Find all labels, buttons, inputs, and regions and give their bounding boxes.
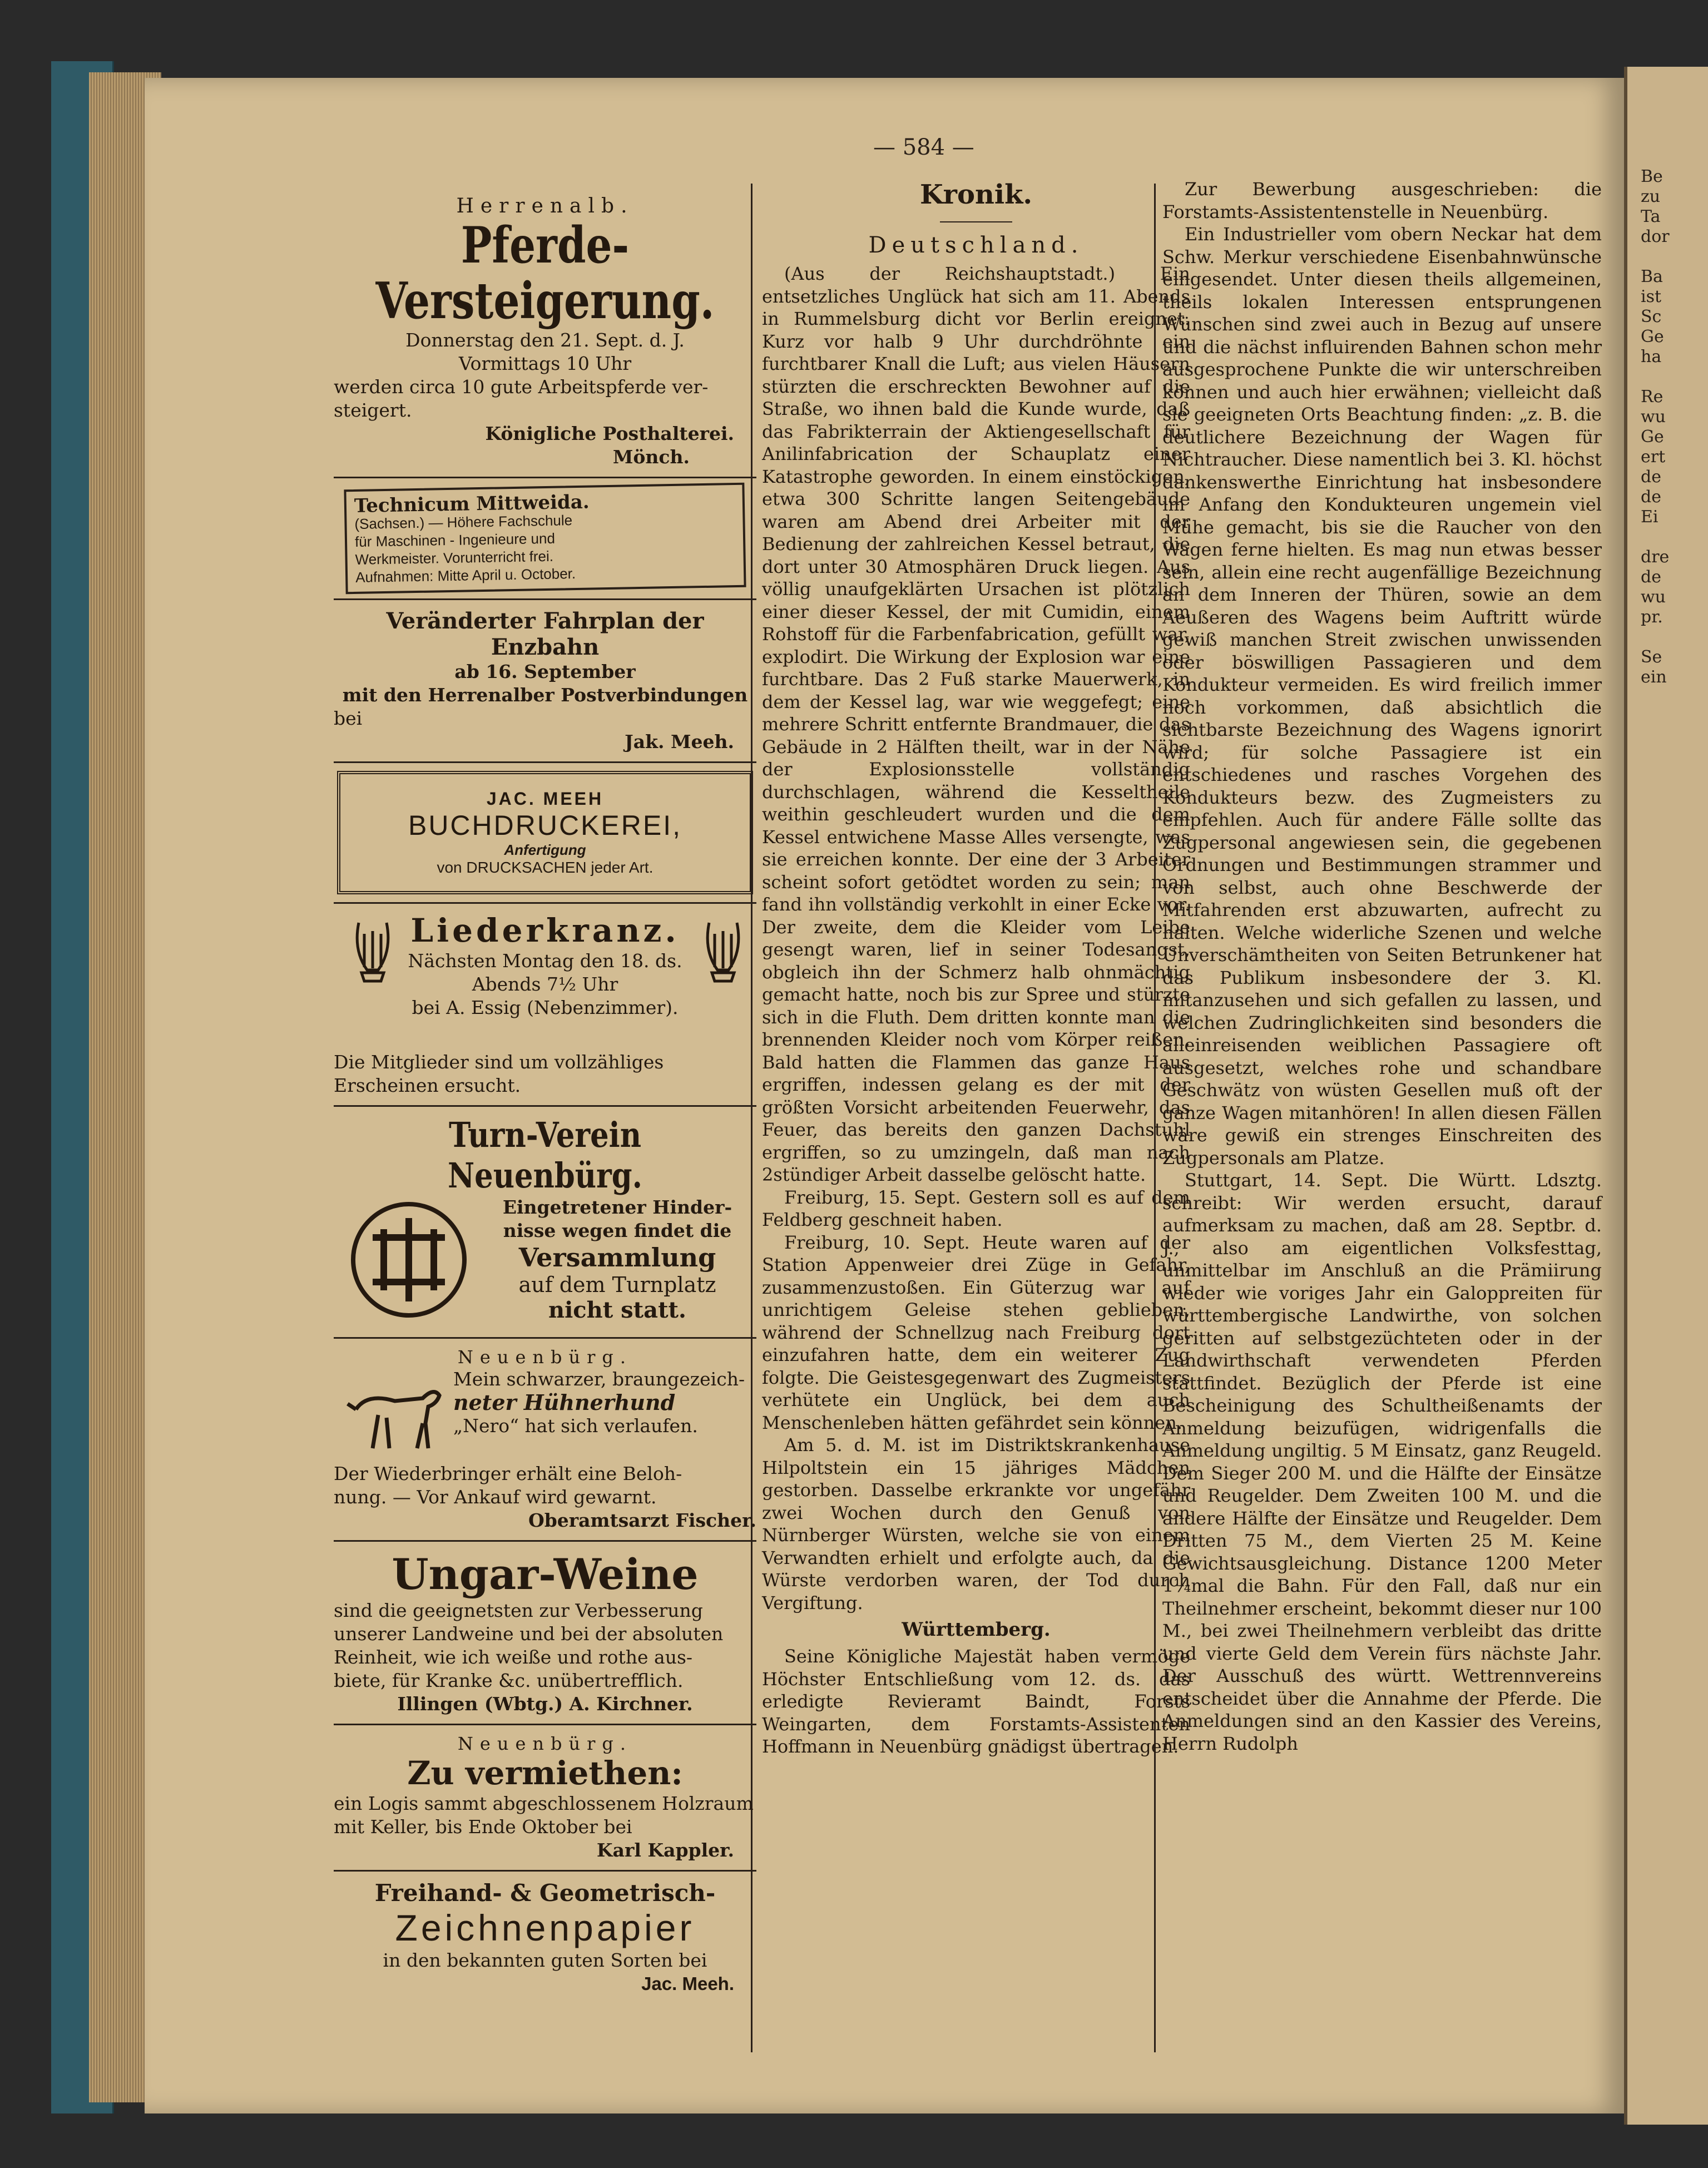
ad-text: JAC. MEEH (486, 789, 604, 809)
ad-text: nung. — Vor Ankauf wird gewarnt. (334, 1486, 657, 1508)
ad-text: „Nero“ hat sich verlaufen. (453, 1415, 698, 1437)
ad-signature: Jac. Meeh. (641, 1973, 734, 1994)
lyre-icon (350, 917, 395, 984)
ad-title: Technicum Mittweida. (354, 491, 590, 517)
ad-title: Liederkranz. (410, 912, 680, 949)
liederkranz-ad (334, 912, 756, 1051)
ad-signature: Mönch. (612, 446, 690, 468)
divider (334, 1724, 756, 1725)
ad-text: Versammlung (518, 1243, 716, 1273)
advertisement-column (334, 178, 756, 1996)
ad-text: Nächsten Montag den 18. ds. (408, 950, 682, 972)
ad-text: Vormittags 10 Uhr (458, 353, 632, 374)
ad-signature: Karl Kappler. (596, 1839, 734, 1861)
ad-text: bei A. Essig (Nebenzimmer). (412, 997, 679, 1018)
ad-title: BUCHDRUCKEREI, (408, 810, 682, 841)
divider (334, 1105, 756, 1107)
ad-title: Turn-Verein Neuenbürg. (448, 1115, 642, 1196)
divider (334, 477, 756, 478)
turnverein-emblem-icon (345, 1196, 473, 1324)
divider (334, 761, 756, 763)
ad-text: neter Hühnerhund (453, 1390, 676, 1415)
ad-text: mit Keller, bis Ende Oktober bei (334, 1816, 632, 1838)
article-paragraph: (Aus der Reichshauptstadt.) Ein entsetzliches Unglück hat sich am 11. Abends in Rummelsburg dicht vor Berlin ereignet. Kurz vor halb 9 Uhr durchdröhnte ein furchtbarer Knall die Luft; aus vielen Häusern stürzten die erschreckten Bewohner auf die Straße, wo ihnen bald die Kunde wurde, daß das Fabrikterrain der Aktiengesellschaft für Anilinfabrication der Schauplatz einer Katastrophe geworden. In einem einstöckigen, etwa 300 Schritte langen Seitengebäude waren am Abend drei Arbeiter mit der Bedienung der zahlreichen Kessel betraut, die dort unter 30 Atmosphären Druck liegen. Aus völlig unaufgeklärten Ursachen ist plötzlich einer dieser Kessel, der mit Cumidin, einem Rohstoff für die Farbenfabrication, gefüllt war, explodirt. Die Wirkung der Explosion war eine furchtbare. Das 2 Fuß starke Mauerwerk, in dem der Kessel lag, war wie weggefegt; eine mehrere Schritt entfernte Brandmauer, die das Gebäude in 2 Hälften theilt, war in der Nähe der Explosionsstelle vollständig durchschlagen, während die Kesseltheile weithin geschleudert wurden und die dem Kessel entwichene Masse Alles versengte, was sie erreichen konnte. Der eine der 3 Arbeiter scheint sofort getödtet worden zu sein; man fand ihn vollständig verkohlt in einer Ecke vor. Der zweite, dem die Kleider vom Leibe gesengt waren, lief in seiner Todesangst, obgleich ihn der Schmerz halb ohnmächtig gemacht hatte, noch bis zur Spree und stürzte sich in die Fluth. Dem dritten konnte man die brennenden Kleider noch vom Körper reißen. Bald hatten die Flammen das ganze Haus ergriffen, indessen gelang es der mit der größten Vorsicht arbeitenden Feuerwehr, das Feuer, das bereits den ganzen Dachstuhl ergriffen, so zu umzingeln, daß man nach 2stündiger Arbeit dasselbe gelöscht hatte. (762, 263, 1190, 1185)
ad-signature: Oberamtsarzt Fischer. (528, 1509, 756, 1531)
lyre-icon (701, 917, 745, 984)
ad-text: für Maschinen - Ingenieure und (354, 529, 556, 550)
ad-title: Versteigerung. (375, 271, 715, 330)
page-number: — 584 — (873, 135, 974, 160)
buchdruckerei-ad (337, 771, 753, 894)
ad-text: Anfertigung (504, 842, 586, 858)
ad-text: Die Mitglieder sind um vollzähliges (334, 1051, 664, 1073)
article-paragraph: Ein Industrieller vom obern Neckar hat dem Schw. Merkur verschiedene Eisenbahnwünsche eingesendet. Unter diesen theils allgemeinen, theils lokalen Interessen entsprungenen Wünschen sind zwei auch in Bezug auf unsere und die nächst influirenden Bahnen schon mehr ausgesprochene Punkte die wir unterschreiben können und auch hier erwähnen; vielleicht daß sie geeigneten Orts Beachtung finden: „z. B. die deutlichere Bezeichnung der Wagen für Nichtraucher. Diese namentlich bei 3. Kl. höchst dankenswerthe Einrichtung hat insbesondere im Anfang den Kondukteuren ungemein viel Mühe gemacht, bis sie die Raucher von den Wagen ferne hielten. Es mag nun etwas besser sein, allein eine recht augenfällige Bezeichnung an dem Inneren der Thüren, sowie an dem Aeußeren des Wagens beim Auftritt würde gewiß manchen Streit zwischen unwissenden oder böswilligen Passagieren und dem Kondukteur vermeiden. Es wird freilich immer noch vorkommen, daß absichtlich die sichtbarste Bezeichnung des Wagens ignorirt wird; für solche Passagiere ist ein entschiedenes und rasches Vorgehen des Kondukteurs bezw. des Zugmeisters zu empfehlen. Auch für andere Fälle sollte das Zugpersonal angewiesen sein, die gegebenen Ordnungen und Bestimmungen strammer und von selbst, auch ohne Beschwerde der Mitfahrenden erst abzuwarten, aufrecht zu halten. Welche widerliche Szenen und welche Unverschämtheiten von Seiten Betrunkener hat das Publikum insbesondere der 3. Kl. mitanzusehen und sich gefallen zu lassen, und welchen Zudringlichkeiten sind besonders die alleinreisenden weiblichen Passagiere oft ausgesetzt, welches rohe und schandbare Geschwätz von wüsten Gesellen muß oft der ganze Wagen mitanhören! In allen diesen Fällen wäre gewiß ein strenges Einschreiten des Zugpersonals am Platze. (1162, 224, 1602, 1169)
article-paragraph: Seine Königliche Majestät haben vermöge Höchster Entschließung vom 12. ds. das erledigte Revieramt Baindt, Forsts Weingarten, dem Forstamts-Assistenten Hoffmann in Neuenbürg gnädigst übertragen. (762, 1646, 1190, 1757)
article-paragraph: Freiburg, 10. Sept. Heute waren auf der Station Appenweier drei Züge in Gefahr, zusammenzustoßen. Ein Güterzug war auf unrichtigem Geleise stehen geblieben, während der Schnellzug nach Freiburg dort einzufahren hatte, dem ein weiterer Zug folgte. Die Geistesgegenwart des Zugmeisters verhütete ein Unglück, bei dem auch Menschenleben hätten gefährdet sein können. (762, 1231, 1190, 1433)
ad-signature: Königliche Posthalterei. (485, 423, 734, 444)
divider (334, 1337, 756, 1339)
ad-text: Mein schwarzer, braungezeich- (453, 1368, 745, 1390)
divider (334, 1540, 756, 1542)
ad-place: Herrenalb. (456, 195, 634, 217)
ad-signature: Illingen (Wbtg.) A. Kirchner. (397, 1693, 693, 1715)
ad-text: steigert. (334, 399, 412, 421)
ad-title: Zu vermiethen: (407, 1754, 683, 1792)
ad-text: sind die geeignetsten zur Verbesserung (334, 1600, 703, 1621)
ad-text: in den bekannten guten Sorten bei (383, 1949, 707, 1971)
ad-text: ein Logis sammt abgeschlossenem Holzraum (334, 1793, 754, 1814)
ad-text: Aufnahmen: Mitte April u. October. (355, 565, 576, 586)
ad-text: Reinheit, wie ich weiße und rothe aus- (334, 1646, 693, 1668)
ad-signature: Jak. Meeh. (625, 731, 734, 753)
ad-title: Ungar-Weine (392, 1550, 699, 1599)
ad-text: Abends 7½ Uhr (472, 973, 618, 995)
ad-title: Pferde- (461, 216, 630, 275)
ad-place: Neuenbürg. (457, 1733, 633, 1754)
ad-text: Erscheinen ersucht. (334, 1075, 521, 1096)
section-heading: Deutschland. (868, 232, 1084, 258)
ad-text: (Sachsen.) — Höhere Fachschule (354, 512, 573, 532)
article-paragraph: Stuttgart, 14. Sept. Die Württ. Ldsztg. schreibt: Wir werden ersucht, darauf aufmerksam zu machen, daß am 28. Septbr. d. J., also am eigentlichen Volksfesttag, unmittelbar im Anschluß an die Prämiirung wieder wie voriges Jahr ein Galoppreiten für württembergische Landwirthe, von solchen geritten auf selbstgezüchteten oder in der Landwirthschaft verwendeten Pferden stattfindet. Bezüglich der Pferde ist eine Bescheinigung des Schultheißenamts der Anmeldung beizufügen, widrigenfalls die Anmeldung ungiltig. 5 M Einsatz, ganz Reugeld. Dem Sieger 200 M. und die Hälfte der Einsätze und Reugelder. Dem Zweiten 100 M. und die andere Hälfte der Einsätze und Reugelder. Dem Dritten 75 M., dem Vierten 25 M. Keine Gewichtsausgleichung. Distance 1200 Meter 1¼mal die Bahn. Für den Fall, daß nur ein Theilnehmer erscheint, bekommt dieser nur 100 M., bei zwei Theilnehmern verbleibt das dritte und vierte Geld dem Verein fürs nächste Jahr. Der Ausschuß des württ. Wettrennvereins entscheidet über die Annahme der Pferde. Die Anmeldungen sind an den Kassier des Vereins, Herrn Rudolph (1162, 1170, 1602, 1754)
kronik-column (762, 178, 1190, 1758)
ad-place: Neuenbürg. (457, 1347, 633, 1368)
divider (334, 902, 756, 904)
ad-text: Der Wiederbringer erhält eine Beloh- (334, 1463, 682, 1484)
article-paragraph: Am 5. d. M. ist im Distriktskrankenhause Hilpoltstein ein 15 jähriges Mädchen gestorben. Dasselbe erkrankte vor ungefähr zwei Wochen durch den Genuß von Nürnberger Würsten, welche sie von einem Verwandten erhielt und erfolgte auch, da die Würste verdorben waren, der Tod durch Vergiftung. (762, 1434, 1190, 1613)
divider (940, 221, 1012, 222)
ad-text: mit den Herrenalber Postverbindungen (342, 684, 748, 706)
ad-text: Werkmeister. Vorunterricht frei. (355, 547, 554, 568)
ad-text: auf dem Turnplatz (518, 1273, 716, 1297)
ad-text: unserer Landweine und bei der absoluten (334, 1623, 724, 1645)
dog-icon (345, 1370, 445, 1454)
ad-text: nicht statt. (548, 1297, 686, 1323)
turnverein-ad (334, 1196, 756, 1329)
ad-text: biete, für Kranke &c. unübertrefflich. (334, 1670, 684, 1691)
ad-text: von DRUCKSACHEN jeder Art. (437, 859, 654, 876)
ad-text: bei (334, 707, 363, 729)
divider (334, 1870, 756, 1872)
ad-text: Eingetretener Hinder- (502, 1196, 732, 1218)
ad-title: Freihand- & Geometrisch- (374, 1879, 716, 1907)
ad-title: Zeichnenpapier (395, 1907, 695, 1948)
section-title: Kronik. (919, 179, 1033, 210)
hund-ad (334, 1368, 756, 1462)
article-paragraph: Zur Bewerbung ausgeschrieben: die Forstamts-Assistentenstelle in Neuenbürg. (1162, 179, 1602, 222)
ad-text: ab 16. September (454, 661, 636, 682)
ad-title: Veränderter Fahrplan der Enzbahn (386, 608, 704, 660)
facing-page-text: Be zu Ta dor Ba ist Sc Ge ha Re wu Ge ert de de Ei dre de wu pr. Se ein (1641, 167, 1670, 687)
news-column (1162, 178, 1602, 1755)
ad-text: nisse wegen findet die (503, 1220, 732, 1241)
divider (334, 598, 756, 600)
ad-text: Donnerstag den 21. Sept. d. J. (405, 329, 685, 351)
article-paragraph: Freiburg, 15. Sept. Gestern soll es auf dem Feldberg geschneit haben. (762, 1186, 1190, 1230)
ad-text: werden circa 10 gute Arbeitspferde ver- (334, 376, 709, 398)
technikum-ad (344, 483, 746, 595)
section-heading: Württemberg. (902, 1618, 1051, 1641)
